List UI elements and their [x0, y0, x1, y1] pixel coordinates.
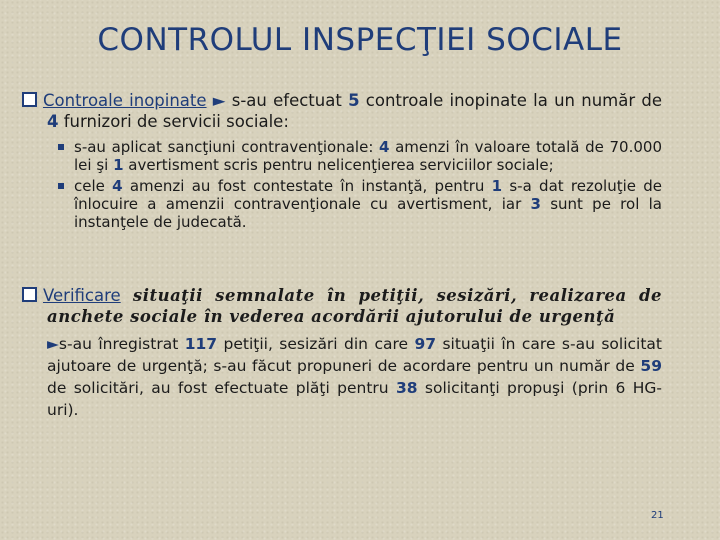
italic-subject: situaţii semnalate în petiţii, sesizări, realizarea de anchete sociale în vederea acordării ajutorului de urgenţă	[47, 286, 662, 326]
text-run: avertisment scris pentru nelicenţierea serviciilor sociale;	[123, 156, 554, 174]
section-verificare-text	[22, 333, 662, 421]
number: 4	[112, 177, 123, 195]
section-heading: Verificare	[43, 286, 121, 305]
number: 117	[184, 335, 218, 353]
page-number: 21	[651, 510, 664, 521]
text-run: s-au efectuat	[225, 91, 349, 110]
text-run: de solicitări, au fost efectuate plăţi pentru	[47, 379, 396, 397]
number: 1	[113, 156, 124, 174]
text-run: controale inopinate la un număr de	[359, 91, 662, 110]
number-controls: 5	[348, 91, 360, 110]
number: 38	[395, 379, 418, 397]
number: 1	[491, 177, 503, 195]
number-providers: 4	[47, 112, 59, 131]
list-item	[74, 177, 662, 231]
square-bullet-icon	[58, 144, 64, 150]
section-controale	[22, 90, 662, 234]
list-item	[74, 138, 662, 174]
arrow-icon: ►	[47, 335, 59, 353]
arrow-icon: ►	[212, 91, 226, 110]
section-verificare	[22, 285, 662, 421]
checkbox-bullet-icon	[22, 287, 37, 302]
text-run: amenzi în valoare totală de 70.000 lei şi	[74, 138, 662, 174]
number: 59	[640, 357, 662, 375]
text-run: s-a dat rezoluţie de înlocuire a amenzii contravenţionale cu avertisment, iar	[74, 177, 663, 213]
section-controale-text	[22, 90, 662, 132]
text-run: s-au aplicat sancţiuni contravenţionale:	[74, 138, 380, 156]
text-run: furnizori de servicii sociale:	[58, 112, 289, 131]
sub-bullet-list	[22, 138, 662, 231]
text-run: cele	[74, 177, 113, 195]
section-verificare-heading	[22, 285, 662, 327]
text-run: situaţii în care s-au solicitat ajutoare de urgenţă; s-au făcut propuneri de acordare pentru un număr de	[47, 335, 662, 375]
number: 97	[414, 335, 437, 353]
square-bullet-icon	[58, 183, 64, 189]
text-run: sunt pe rol la instanţele de judecată.	[74, 195, 662, 231]
text-run: amenzi au fost contestate în instanţă, pentru	[122, 177, 492, 195]
text-run: s-au înregistrat	[58, 335, 185, 353]
checkbox-bullet-icon	[22, 92, 37, 107]
text-run: solicitanţi propuşi (prin 6 HG-uri).	[47, 379, 662, 419]
number: 3	[530, 195, 541, 213]
slide-title: CONTROLUL INSPECŢIEI SOCIALE	[97, 22, 623, 58]
text-run: petiţii, sesizări din care	[217, 335, 415, 353]
number: 4	[379, 138, 390, 156]
section-heading: Controale inopinate	[43, 91, 207, 110]
